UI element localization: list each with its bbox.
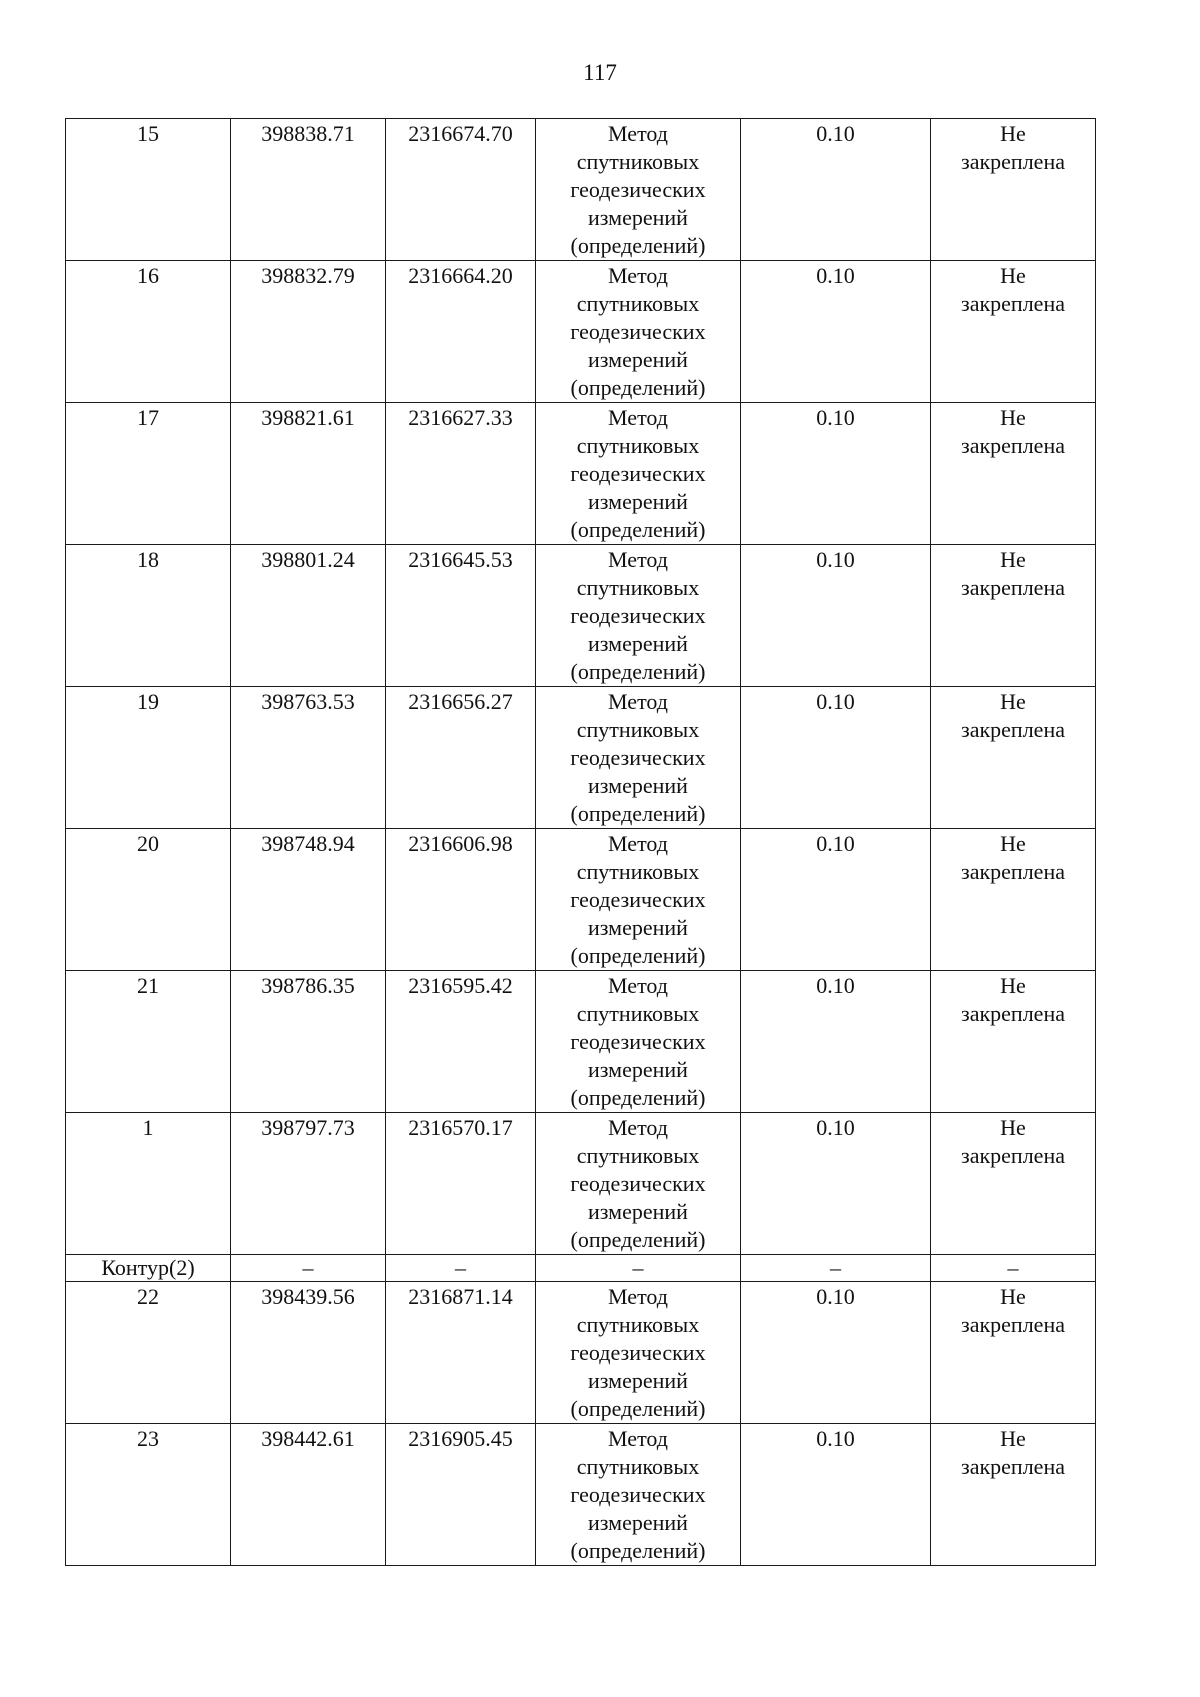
method-line: измерений (588, 205, 688, 230)
fixation-line: закреплена (961, 1454, 1065, 1479)
y-coordinate-cell: 2316606.98 (386, 829, 536, 971)
coordinates-table (65, 118, 1096, 1566)
fixation-cell (931, 403, 1096, 545)
method-line: геодезических (570, 887, 706, 912)
x-coordinate-cell: 398748.94 (231, 829, 386, 971)
fixation-line: Не (1000, 547, 1026, 572)
y-coordinate-cell: 2316645.53 (386, 545, 536, 687)
method-line: геодезических (570, 1171, 706, 1196)
method-cell (536, 1113, 741, 1255)
fixation-line: закреплена (961, 1001, 1065, 1026)
method-cell (536, 119, 741, 261)
table-body (66, 119, 1096, 1566)
method-line: спутниковых (576, 433, 700, 458)
method-cell (536, 829, 741, 971)
contour-dash: – (741, 1255, 931, 1282)
method-line: измерений (588, 1368, 688, 1393)
point-number-cell: 16 (66, 261, 231, 403)
accuracy-cell: 0.10 (741, 1424, 931, 1566)
fixation-cell (931, 687, 1096, 829)
fixation-line: Не (1000, 689, 1026, 714)
y-coordinate-cell: 2316570.17 (386, 1113, 536, 1255)
fixation-line: Не (1000, 263, 1026, 288)
fixation-line: закреплена (961, 575, 1065, 600)
fixation-line: Не (1000, 121, 1026, 146)
fixation-line: Не (1000, 405, 1026, 430)
accuracy-cell: 0.10 (741, 403, 931, 545)
table-row (66, 119, 1096, 261)
method-line: геодезических (570, 1340, 706, 1365)
method-cell (536, 1282, 741, 1424)
method-line: измерений (588, 1199, 688, 1224)
method-line: спутниковых (576, 1454, 700, 1479)
x-coordinate-cell: 398763.53 (231, 687, 386, 829)
method-line: спутниковых (576, 859, 700, 884)
method-line: (определений) (570, 1396, 706, 1421)
contour-dash: – (231, 1255, 386, 1282)
method-cell (536, 1424, 741, 1566)
method-line: Метод (608, 263, 668, 288)
fixation-line: закреплена (961, 291, 1065, 316)
accuracy-cell: 0.10 (741, 261, 931, 403)
method-line: измерений (588, 631, 688, 656)
table-row (66, 1424, 1096, 1566)
table-row (66, 403, 1096, 545)
method-line: Метод (608, 1426, 668, 1451)
method-line: Метод (608, 1115, 668, 1140)
point-number-cell: 15 (66, 119, 231, 261)
method-line: (определений) (570, 517, 706, 542)
method-line: спутниковых (576, 1312, 700, 1337)
point-number-cell: 20 (66, 829, 231, 971)
fixation-line: Не (1000, 831, 1026, 856)
fixation-cell (931, 261, 1096, 403)
contour-row (66, 1255, 1096, 1282)
accuracy-cell: 0.10 (741, 545, 931, 687)
method-line: измерений (588, 489, 688, 514)
method-line: измерений (588, 915, 688, 940)
y-coordinate-cell: 2316664.20 (386, 261, 536, 403)
method-line: (определений) (570, 1227, 706, 1252)
method-line: (определений) (570, 1085, 706, 1110)
y-coordinate-cell: 2316905.45 (386, 1424, 536, 1566)
method-line: геодезических (570, 1482, 706, 1507)
method-line: (определений) (570, 375, 706, 400)
fixation-cell (931, 829, 1096, 971)
x-coordinate-cell: 398786.35 (231, 971, 386, 1113)
method-line: спутниковых (576, 575, 700, 600)
accuracy-cell: 0.10 (741, 971, 931, 1113)
method-line: (определений) (570, 659, 706, 684)
method-line: Метод (608, 405, 668, 430)
method-cell (536, 971, 741, 1113)
fixation-cell (931, 1282, 1096, 1424)
method-line: геодезических (570, 319, 706, 344)
fixation-line: закреплена (961, 1143, 1065, 1168)
method-line: измерений (588, 1057, 688, 1082)
fixation-cell (931, 119, 1096, 261)
x-coordinate-cell: 398821.61 (231, 403, 386, 545)
accuracy-cell: 0.10 (741, 1282, 931, 1424)
method-line: спутниковых (576, 1001, 700, 1026)
x-coordinate-cell: 398801.24 (231, 545, 386, 687)
table-row (66, 261, 1096, 403)
fixation-cell (931, 971, 1096, 1113)
contour-label: Контур(2) (66, 1255, 231, 1282)
method-line: спутниковых (576, 717, 700, 742)
method-line: геодезических (570, 1029, 706, 1054)
table-row (66, 829, 1096, 971)
method-line: геодезических (570, 745, 706, 770)
accuracy-cell: 0.10 (741, 1113, 931, 1255)
x-coordinate-cell: 398832.79 (231, 261, 386, 403)
method-line: измерений (588, 773, 688, 798)
accuracy-cell: 0.10 (741, 119, 931, 261)
fixation-line: закреплена (961, 859, 1065, 884)
point-number-cell: 19 (66, 687, 231, 829)
table-row (66, 971, 1096, 1113)
method-line: геодезических (570, 461, 706, 486)
table-row (66, 687, 1096, 829)
table-row (66, 545, 1096, 687)
fixation-line: закреплена (961, 149, 1065, 174)
fixation-line: Не (1000, 1426, 1026, 1451)
method-line: (определений) (570, 1538, 706, 1563)
method-line: (определений) (570, 801, 706, 826)
y-coordinate-cell: 2316871.14 (386, 1282, 536, 1424)
fixation-line: закреплена (961, 1312, 1065, 1337)
x-coordinate-cell: 398439.56 (231, 1282, 386, 1424)
method-cell (536, 545, 741, 687)
fixation-cell (931, 1113, 1096, 1255)
method-line: геодезических (570, 603, 706, 628)
table-row (66, 1282, 1096, 1424)
contour-dash: – (931, 1255, 1096, 1282)
y-coordinate-cell: 2316656.27 (386, 687, 536, 829)
point-number-cell: 23 (66, 1424, 231, 1566)
method-line: геодезических (570, 177, 706, 202)
method-line: Метод (608, 689, 668, 714)
x-coordinate-cell: 398797.73 (231, 1113, 386, 1255)
fixation-cell (931, 1424, 1096, 1566)
fixation-line: закреплена (961, 433, 1065, 458)
y-coordinate-cell: 2316595.42 (386, 971, 536, 1113)
accuracy-cell: 0.10 (741, 687, 931, 829)
method-line: Метод (608, 973, 668, 998)
method-line: (определений) (570, 943, 706, 968)
fixation-line: закреплена (961, 717, 1065, 742)
x-coordinate-cell: 398838.71 (231, 119, 386, 261)
point-number-cell: 1 (66, 1113, 231, 1255)
method-line: Метод (608, 1284, 668, 1309)
x-coordinate-cell: 398442.61 (231, 1424, 386, 1566)
fixation-line: Не (1000, 1115, 1026, 1140)
method-line: (определений) (570, 233, 706, 258)
method-cell (536, 261, 741, 403)
fixation-cell (931, 545, 1096, 687)
point-number-cell: 17 (66, 403, 231, 545)
method-cell (536, 687, 741, 829)
fixation-line: Не (1000, 1284, 1026, 1309)
method-line: Метод (608, 831, 668, 856)
method-line: спутниковых (576, 1143, 700, 1168)
y-coordinate-cell: 2316674.70 (386, 119, 536, 261)
method-cell (536, 403, 741, 545)
method-line: Метод (608, 547, 668, 572)
method-line: измерений (588, 1510, 688, 1535)
method-line: спутниковых (576, 149, 700, 174)
point-number-cell: 22 (66, 1282, 231, 1424)
contour-dash: – (536, 1255, 741, 1282)
y-coordinate-cell: 2316627.33 (386, 403, 536, 545)
point-number-cell: 21 (66, 971, 231, 1113)
method-line: измерений (588, 347, 688, 372)
contour-dash: – (386, 1255, 536, 1282)
accuracy-cell: 0.10 (741, 829, 931, 971)
point-number-cell: 18 (66, 545, 231, 687)
table-row (66, 1113, 1096, 1255)
page-number: 117 (583, 60, 617, 85)
fixation-line: Не (1000, 973, 1026, 998)
method-line: спутниковых (576, 291, 700, 316)
method-line: Метод (608, 121, 668, 146)
